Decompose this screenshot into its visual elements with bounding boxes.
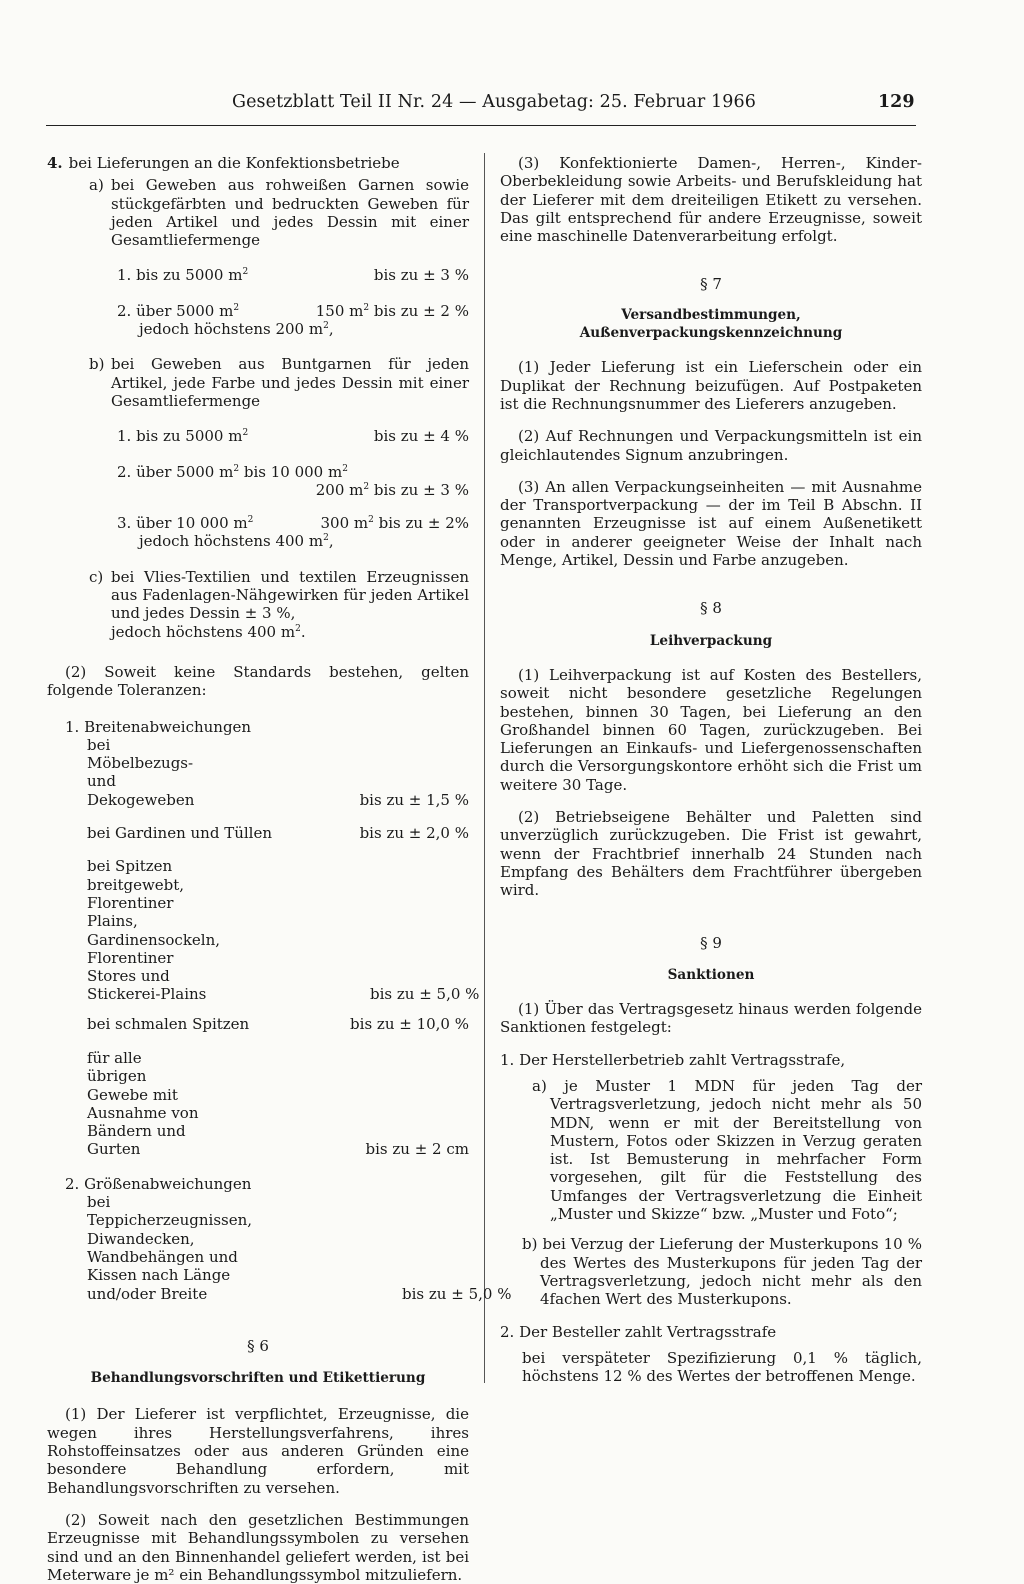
item-4a-text: bei Geweben aus rohweißen Garnen sowie stückgefärbten und bedruckten Geweben für jeden Artikel und jedes Dessin mit einer Gesamtliefermenge (111, 176, 469, 250)
tier-b2-value-row: 200 $m^2$ bis zu ± 3 % (315, 480, 469, 499)
item-4a-label: a) (89, 176, 104, 195)
tolerance-text: für alle übrigen Gewebe mit Ausnahme von Bändern und Gurten (87, 1048, 199, 1159)
tolerance-row (87, 857, 480, 1004)
tolerance-value: bis zu ± 10,0 % (350, 1014, 469, 1033)
section-6-paragraph-2: (2) Soweit nach den gesetzlichen Bestimmungen Erzeugnisse mit Behandlungssymbolen zu versehen sind und an den Binnenhandel geliefert werden, ist bei Meterware je m² ein Behandlungssymbol mitzuliefern. (47, 1510, 469, 1584)
tier-a1: 1. bis zu 5000 $m^2$ bis zu ± 3 % (117, 266, 469, 285)
item-4c-note-text: jedoch höchstens 400 m (111, 622, 296, 641)
item-4b-text: bei Geweben aus Buntgarnen für jeden Artikel, jede Farbe und jedes Dessin mit einer Gesamtliefermenge (111, 355, 469, 410)
tolerance-text: bei Gardinen und Tüllen (87, 824, 272, 843)
section-7-number: § 7 (700, 275, 722, 294)
section-9-item-1b: b) bei Verzug der Lieferung der Musterkupons 10 % des Wertes des Musterkupons für jeden Tag der Vertragsverletzung, jedoch nicht mehr als den 4fachen Wert des Musterkupons. (522, 1235, 922, 1309)
tolerance-list (65, 717, 512, 1303)
tier-b3-note: jedoch höchstens 400 $m^2$, (139, 532, 334, 551)
tier-b2-mid: 200 m (315, 480, 364, 499)
tier-a2-mid: 150 m (315, 301, 364, 320)
header-divider (46, 125, 916, 126)
section-7-title-line-1: Versandbestimmungen, (621, 306, 801, 323)
tier-a2-note-text: jedoch höchstens 200 m (139, 320, 324, 339)
section-6-number: § 6 (247, 1336, 269, 1355)
item-4-title: bei Lieferungen an die Konfektionsbetriebe (68, 154, 400, 172)
tolerance-row (87, 736, 469, 809)
item-4c (89, 568, 469, 641)
tier-a2: 2. über 5000 $m^2$ 150 $m^2$ bis zu ± 2 % (117, 301, 469, 320)
tolerance-text: bei Möbelbezugs- und Dekogeweben (87, 735, 195, 809)
tier-b1: 1. bis zu 5000 $m^2$ bis zu ± 4 % (117, 427, 469, 446)
item-4c-label: c) (89, 567, 104, 586)
section-9-item-2: 2. Der Besteller zahlt Vertragsstrafe (500, 1322, 777, 1341)
page-header (0, 92, 1024, 122)
tier-a1-value: bis zu ± 3 % (373, 266, 469, 285)
tolerance-value: bis zu ± 5,0 % (402, 1284, 512, 1303)
column-divider (484, 153, 485, 1383)
section-8-number: § 8 (700, 599, 722, 618)
item-4-number: 4. (47, 154, 63, 172)
tolerance-text: bei Teppicherzeugnissen, Diwandecken, Wandbehängen und Kissen nach Länge und/oder Breite (87, 1193, 253, 1303)
tier-b3: 3. über 10 000 $m^2$ 300 $m^2$ bis zu ± 2% (117, 514, 469, 533)
tier-b3-note-text: jedoch höchstens 400 m (139, 532, 324, 551)
tolerance-value: bis zu ± 5,0 % (370, 985, 480, 1004)
tier-a1-label: 1. bis zu 5000 m (117, 266, 243, 285)
item-4a (89, 176, 469, 249)
tier-b2-label-b: bis 10 000 m (243, 462, 343, 481)
section-6-paragraph-1: (1) Der Lieferer ist verpflichtet, Erzeugnisse, die wegen ihres Herstellungsverfahrens, ihres Rohstoffeinsatzes oder aus anderen Gründen eine besondere Behandlung erfordern, mit Behandlungsvorschriften zu versehen. (47, 1405, 469, 1497)
section-9-number: § 9 (700, 933, 722, 952)
tier-a2-label: 2. über 5000 m (117, 301, 234, 320)
item-4c-text: bei Vlies-Textilien und textilen Erzeugnissen aus Fadenlagen-Nähgewirken für jeden Artikel und jedes Dessin ± 3 %, (111, 567, 469, 623)
left-column (47, 154, 512, 1584)
item-4a-tiers (117, 266, 469, 338)
section-7-paragraph-1: (1) Jeder Lieferung ist ein Lieferschein oder ein Duplikat der Rechnung beizufügen. Auf Postpaketen ist die Rechnungsnummer des Lieferers anzugeben. (500, 358, 922, 413)
tolerance-heading-width: 1. Breitenabweichungen (65, 717, 252, 736)
tolerance-row (87, 1049, 469, 1159)
section-8-title: Leihverpackung (649, 632, 773, 649)
tolerance-text: bei Spitzen breitgewebt, Florentiner Plains, Gardinensockeln, Florentiner Stores und Stickerei-Plains (87, 857, 221, 1004)
section-9-paragraph-1: (1) Über das Vertragsgesetz hinaus werden folgende Sanktionen festgelegt: (500, 1000, 922, 1037)
section-6-paragraph-3: (3) Konfektionierte Damen-, Herren-, Kinder-Oberbekleidung sowie Arbeits- und Berufskleidung hat der Lieferer mit dem dreiteiligen Etikett zu versehen. Das gilt entsprechend für andere Erzeugnisse, soweit eine maschinelle Datenverarbeitung erfolgt. (500, 154, 922, 246)
tolerance-row (87, 1193, 512, 1303)
tier-a2-value: bis zu ± 2 % (373, 301, 469, 320)
tier-b3-mid: 300 m (320, 514, 369, 533)
tier-b1-value: bis zu ± 4 % (373, 427, 469, 446)
tier-a2-note: jedoch höchstens 200 $m^2$, (139, 320, 334, 339)
item-4-heading (47, 154, 469, 172)
tolerance-value: bis zu ± 2,0 % (359, 824, 469, 843)
section-7-paragraph-2: (2) Auf Rechnungen und Verpackungsmitteln ist ein gleichlautendes Signum anzubringen. (500, 427, 922, 464)
section-6-title: Behandlungsvorschriften und Etikettierung (90, 1370, 426, 1387)
right-column (500, 154, 922, 1385)
item-4b-tiers (117, 427, 469, 550)
section-9-item-1a: a) je Muster 1 MDN für jeden Tag der Vertragsverletzung, jedoch nicht mehr als 50 MDN, wenn er mit der Bereitstellung von Mustern, Fotos oder Skizzen in Verzug geraten ist. Ist Bemusterung in mehrfacher Form vorgesehen, gilt für die Feststellung des Umfanges der Vertragsverletzung die Einheit „Muster und Skizze“ bzw. „Muster und Foto“; (532, 1076, 922, 1224)
section-7-title-line-2: Außenverpackungskennzeichnung (579, 325, 843, 342)
tolerance-value: bis zu ± 1,5 % (359, 790, 469, 809)
section-9-title: Sanktionen (667, 966, 755, 983)
tier-b2-value: bis zu ± 3 % (373, 480, 469, 499)
tier-b2-label: 2. über 5000 m (117, 462, 234, 481)
tier-b3-value: bis zu ± 2% (378, 514, 469, 533)
section-8-paragraph-1: (1) Leihverpackung ist auf Kosten des Bestellers, soweit nicht besondere gesetzliche Regelungen bestehen, binnen 30 Tagen, bei Lieferung an den Großhandel binnen 60 Tagen, zurückzugeben. Bei Lieferungen an Einkaufs- und Liefergenossenschaften durch die Versorgungskontore erhöht sich die Frist um weitere 30 Tage. (500, 665, 922, 794)
item-4b-label: b) (89, 355, 105, 374)
tier-b1-label: 1. bis zu 5000 m (117, 427, 243, 446)
paragraph-2-tolerances: (2) Soweit keine Standards bestehen, gelten folgende Toleranzen: (47, 662, 469, 700)
tolerance-text: bei schmalen Spitzen (87, 1014, 250, 1033)
tier-b3-label: 3. über 10 000 m (117, 514, 248, 533)
section-8-paragraph-2: (2) Betriebseigene Behälter und Paletten sind unverzüglich zurückzugeben. Die Frist ist gewahrt, wenn der Frachtbrief innerhalb 24 Stunden nach Empfang des Behälters dem Frachtführer übergeben wird. (500, 808, 922, 900)
section-9-item-2-text: bei verspäteter Spezifizierung 0,1 % täglich, höchstens 12 % des Wertes der betroffenen Menge. (522, 1348, 922, 1386)
item-4b (89, 355, 469, 410)
tolerance-row (87, 824, 469, 842)
item-4c-note: jedoch höchstens 400 $m^2$. (111, 622, 306, 641)
section-9-item-1: 1. Der Herstellerbetrieb zahlt Vertragsstrafe, (500, 1050, 846, 1069)
tolerance-row (87, 1015, 469, 1033)
tolerance-value: bis zu ± 2 cm (365, 1140, 469, 1159)
tolerance-heading-size: 2. Größenabweichungen (65, 1174, 252, 1193)
section-7-paragraph-3: (3) An allen Verpackungseinheiten — mit Ausnahme der Transportverpackung — der im Teil B Abschn. II genannten Erzeugnisse ist auf einem Außenetikett oder in anderer geeigneter Weise der Inhalt nach Menge, Artikel, Dessin und Farbe anzugeben. (500, 477, 922, 570)
tier-b2: 2. über 5000 $m^2$ bis 10 000 $m^2$ (117, 462, 348, 481)
page-header-title: Gesetzblatt Teil II Nr. 24 — Ausgabetag: 25. Februar 1966 (232, 92, 756, 112)
page-number: 129 (878, 92, 915, 112)
